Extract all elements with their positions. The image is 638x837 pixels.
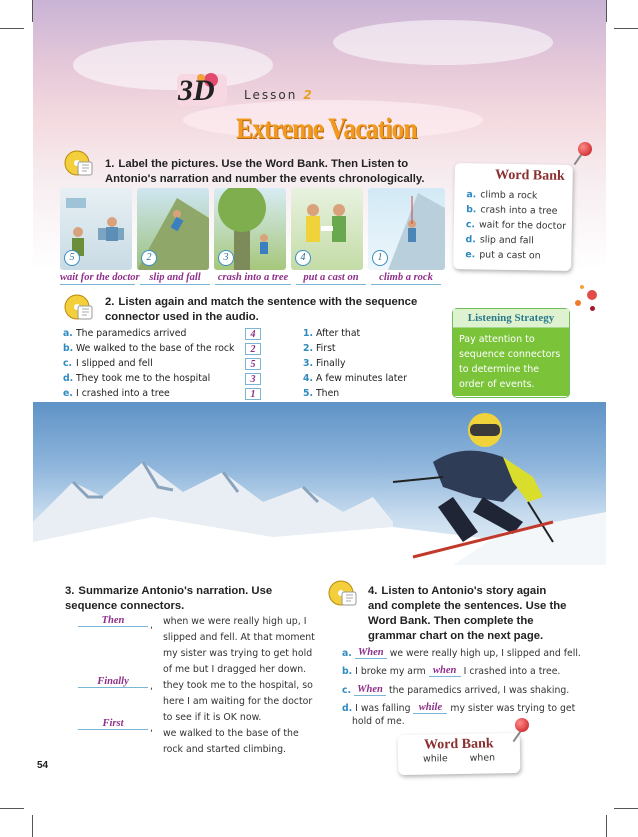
picture-hospital: 5 xyxy=(60,188,132,270)
word-bank-card: Word Bank a. climb a rock b. crash into a tree c. wait for the doctor d. slip and fall e. put a cast on xyxy=(453,163,573,271)
sentence-c: c. When the paramedics arrived, I was shaking. xyxy=(342,684,570,696)
summary-text: when we were really high up, I slipped and fell. At that moment my sister was trying to get hold of me but I dragged her down. they took me to the hospital, so here I am waiting for the doctor to see if it is OK now. we walked to the base of the rock and started climbing. xyxy=(163,616,315,755)
pushpin-icon xyxy=(578,142,592,156)
exercise-4-instruction: 4. Listen to Antonio's story again and complete the sentences. Use the Word Bank. Then complete the grammar chart on the next page. xyxy=(368,585,567,642)
decor-dot xyxy=(580,285,584,289)
answer-box: 3 xyxy=(245,373,261,385)
decor-dot xyxy=(575,300,581,306)
answer-box: 5 xyxy=(245,358,261,370)
pushpin-icon xyxy=(515,718,529,732)
audio-cd-icon xyxy=(328,578,358,608)
lesson-code: 3D xyxy=(178,74,215,107)
list-item: 3. Finally xyxy=(303,358,346,369)
picture-climb: 1 xyxy=(368,188,445,270)
sentence-d-continuation: hold of me. xyxy=(352,716,405,727)
answer-label: crash into a tree xyxy=(215,272,291,285)
sentence-list xyxy=(63,326,243,401)
comma: , xyxy=(150,723,153,734)
answer-box: 4 xyxy=(245,328,261,340)
summary-answer: First xyxy=(78,718,148,730)
exercise-3-instruction: 3. Summarize Antonio's narration. Use sequence connectors. xyxy=(65,585,273,612)
audio-cd-icon xyxy=(64,292,94,322)
list-item: c. I slipped and fell xyxy=(63,358,153,369)
list-item: e. I crashed into a tree xyxy=(63,388,170,399)
crop-mark xyxy=(614,808,638,809)
audio-cd-icon xyxy=(64,148,94,178)
crop-mark xyxy=(614,28,638,29)
crop-mark xyxy=(0,28,24,29)
summary-answer: Then xyxy=(78,615,148,627)
listening-strategy-box xyxy=(452,308,570,398)
answer-box: 2 xyxy=(245,343,261,355)
crop-mark xyxy=(32,815,33,837)
list-item: a. The paramedics arrived xyxy=(63,328,187,339)
list-item: b. We walked to the base of the rock xyxy=(63,343,235,354)
list-item: 4. A few minutes later xyxy=(303,373,407,384)
connector-list xyxy=(303,326,443,401)
listening-strategy-title: Listening Strategy xyxy=(453,309,569,328)
answer-label: climb a rock xyxy=(371,272,441,285)
skier-photo xyxy=(33,402,606,565)
answer-label: wait for the doctor xyxy=(60,272,140,283)
answer-box: 1 xyxy=(245,388,261,400)
listening-strategy-text: Pay attention to sequence connectors to determine the order of events. xyxy=(453,328,569,396)
comma: , xyxy=(150,620,153,631)
word-bank-word: while xyxy=(423,753,448,765)
word-bank-card: Word Bank while when xyxy=(398,733,521,775)
answer-label: put a cast on xyxy=(296,272,366,285)
lesson-label: Lesson 2 xyxy=(244,88,314,102)
picture-tree: 3 xyxy=(214,188,286,270)
picture-fall: 2 xyxy=(137,188,209,270)
picture-strip xyxy=(60,188,445,270)
sentence-d: d. I was falling while my sister was trying to get xyxy=(342,702,576,714)
exercise-1-instruction: 1. Label the pictures. Use the Word Bank. Then Listen to Antonio's narration and number the events chronologically. xyxy=(105,158,425,185)
exercise-2-instruction: 2. Listen again and match the sentence with the sequence connector used in the audio. xyxy=(105,296,418,323)
list-item: 2. First xyxy=(303,343,336,354)
crop-mark xyxy=(606,0,607,22)
sentence-b: b. I broke my arm when I crashed into a tree. xyxy=(342,665,561,677)
answer-label: slip and fall xyxy=(140,272,210,285)
list-item: 1. After that xyxy=(303,328,361,339)
decor-dot xyxy=(590,306,595,311)
picture-cast: 4 xyxy=(291,188,363,270)
word-bank-word: when xyxy=(469,752,496,764)
crop-mark xyxy=(606,815,607,837)
summary-answer: Finally xyxy=(78,676,148,688)
page-title: Extreme Vacation xyxy=(236,112,417,145)
list-item: 5. Then xyxy=(303,388,340,399)
sentence-a: a. When we were really high up, I slipped and fell. xyxy=(342,647,581,659)
decor-dot xyxy=(587,290,597,300)
list-item: d. They took me to the hospital xyxy=(63,373,211,384)
crop-mark xyxy=(0,808,24,809)
comma: , xyxy=(150,681,153,692)
page-number: 54 xyxy=(37,760,49,771)
